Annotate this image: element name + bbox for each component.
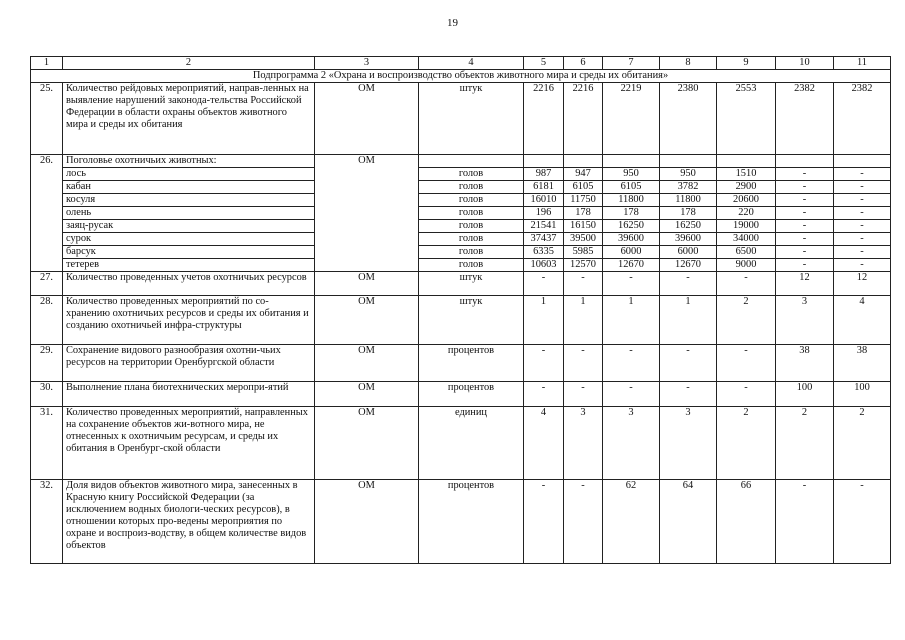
indicator-type: ОМ (315, 83, 419, 155)
column-header: 3 (315, 57, 419, 70)
unit: процентов (419, 382, 524, 407)
indicator-type: ОМ (315, 345, 419, 382)
row-number: 28. (31, 296, 63, 345)
unit: штук (419, 83, 524, 155)
value-cell: - (834, 259, 891, 272)
section-row (31, 70, 891, 83)
column-number-row (31, 57, 891, 70)
value-cell: 38 (776, 345, 834, 382)
species-name: кабан (63, 181, 315, 194)
species-name: косуля (63, 194, 315, 207)
value-cell: 178 (564, 207, 603, 220)
value-cell: 2380 (660, 83, 717, 155)
value-cell: 1 (603, 296, 660, 345)
value-cell: - (834, 220, 891, 233)
value-cell: - (564, 480, 603, 564)
column-header: 7 (603, 57, 660, 70)
value-cell: 4 (834, 296, 891, 345)
table-subrow (31, 168, 891, 181)
indicator-name: Количество проведенных мероприятий, направленных на сохранение объектов жи-вотного мира, не отнесенных к охотничьим ресурсам, и среды их обитания в Оренбург-ской области (63, 407, 315, 480)
value-cell: 4 (524, 407, 564, 480)
value-cell: - (776, 220, 834, 233)
value-cell: - (834, 480, 891, 564)
value-cell (834, 155, 891, 168)
value-cell: - (603, 272, 660, 296)
value-cell: 196 (524, 207, 564, 220)
value-cell: - (776, 181, 834, 194)
value-cell: 6105 (564, 181, 603, 194)
indicator-name: Выполнение плана биотехнических меропри-ятий (63, 382, 315, 407)
value-cell: 16250 (603, 220, 660, 233)
unit: голов (419, 233, 524, 246)
indicator-name: Количество проведенных учетов охотничьих ресурсов (63, 272, 315, 296)
value-cell: 64 (660, 480, 717, 564)
value-cell (660, 155, 717, 168)
value-cell: - (564, 345, 603, 382)
value-cell: 2219 (603, 83, 660, 155)
unit: процентов (419, 345, 524, 382)
value-cell: 2553 (717, 83, 776, 155)
value-cell: 2 (834, 407, 891, 480)
value-cell: - (524, 345, 564, 382)
value-cell: 39600 (660, 233, 717, 246)
value-cell: - (717, 272, 776, 296)
value-cell: - (660, 382, 717, 407)
value-cell: - (524, 382, 564, 407)
value-cell: 12 (834, 272, 891, 296)
value-cell: 39600 (603, 233, 660, 246)
value-cell: 11750 (564, 194, 603, 207)
value-cell: - (776, 233, 834, 246)
indicator-type: ОМ (315, 296, 419, 345)
value-cell: 1 (660, 296, 717, 345)
unit: голов (419, 246, 524, 259)
unit: штук (419, 272, 524, 296)
table-subrow (31, 220, 891, 233)
column-header: 1 (31, 57, 63, 70)
column-header: 11 (834, 57, 891, 70)
value-cell: - (717, 382, 776, 407)
value-cell: 20600 (717, 194, 776, 207)
value-cell: 16150 (564, 220, 603, 233)
table-subrow (31, 246, 891, 259)
unit: голов (419, 194, 524, 207)
species-name: барсук (63, 246, 315, 259)
value-cell: 37437 (524, 233, 564, 246)
value-cell: 6500 (717, 246, 776, 259)
indicator-name: Доля видов объектов животного мира, занесенных в Красную книгу Российской Федерации (за исключением водных биологи-ческих ресурсов), в отношении которых про-ведены мероприятия по охране и воспроиз-водству, в общем количестве видов объектов (63, 480, 315, 564)
indicator-name: Поголовье охотничьих животных: (63, 155, 315, 168)
value-cell: - (564, 382, 603, 407)
indicator-type: ОМ (315, 272, 419, 296)
indicator-type: ОМ (315, 382, 419, 407)
value-cell: 9000 (717, 259, 776, 272)
unit: голов (419, 181, 524, 194)
value-cell: 11800 (660, 194, 717, 207)
value-cell: 62 (603, 480, 660, 564)
unit: единиц (419, 407, 524, 480)
unit: голов (419, 259, 524, 272)
value-cell (564, 155, 603, 168)
value-cell: - (834, 181, 891, 194)
value-cell: 947 (564, 168, 603, 181)
value-cell: 2216 (564, 83, 603, 155)
column-header: 5 (524, 57, 564, 70)
unit (419, 155, 524, 168)
table-row (31, 382, 891, 407)
value-cell: - (603, 382, 660, 407)
value-cell: - (834, 246, 891, 259)
value-cell: 220 (717, 207, 776, 220)
value-cell: 66 (717, 480, 776, 564)
indicator-type: ОМ (315, 155, 419, 272)
value-cell: - (776, 207, 834, 220)
value-cell: 2 (776, 407, 834, 480)
indicator-name: Количество проведенных мероприятий по со-хранению охотничьих ресурсов и среды их обитания и созданию охотничьей инфра-структуры (63, 296, 315, 345)
value-cell: - (834, 194, 891, 207)
value-cell: - (776, 480, 834, 564)
table-subrow (31, 233, 891, 246)
row-number: 30. (31, 382, 63, 407)
indicator-type: ОМ (315, 480, 419, 564)
value-cell: - (776, 246, 834, 259)
table-row (31, 296, 891, 345)
value-cell: 2900 (717, 181, 776, 194)
value-cell: 11800 (603, 194, 660, 207)
value-cell: 6105 (603, 181, 660, 194)
value-cell: 178 (603, 207, 660, 220)
value-cell: 38 (834, 345, 891, 382)
value-cell: 19000 (717, 220, 776, 233)
value-cell: 34000 (717, 233, 776, 246)
unit: голов (419, 168, 524, 181)
table-row (31, 480, 891, 564)
indicator-type: ОМ (315, 407, 419, 480)
species-name: тетерев (63, 259, 315, 272)
value-cell: - (776, 259, 834, 272)
value-cell: - (660, 272, 717, 296)
table-subrow (31, 181, 891, 194)
column-header: 6 (564, 57, 603, 70)
value-cell: 1 (524, 296, 564, 345)
value-cell: 39500 (564, 233, 603, 246)
species-name: заяц-русак (63, 220, 315, 233)
value-cell: 6000 (603, 246, 660, 259)
value-cell: - (603, 345, 660, 382)
row-number: 29. (31, 345, 63, 382)
value-cell: 950 (660, 168, 717, 181)
species-name: сурок (63, 233, 315, 246)
column-header: 9 (717, 57, 776, 70)
value-cell: 2382 (776, 83, 834, 155)
column-header: 4 (419, 57, 524, 70)
value-cell: 5985 (564, 246, 603, 259)
unit: штук (419, 296, 524, 345)
value-cell: 3 (564, 407, 603, 480)
value-cell: 3 (660, 407, 717, 480)
value-cell: - (524, 272, 564, 296)
unit: голов (419, 220, 524, 233)
table-subrow (31, 259, 891, 272)
unit: голов (419, 207, 524, 220)
value-cell (717, 155, 776, 168)
value-cell: 100 (834, 382, 891, 407)
value-cell: 16010 (524, 194, 564, 207)
value-cell: 2 (717, 407, 776, 480)
value-cell: - (524, 480, 564, 564)
table-subrow (31, 194, 891, 207)
value-cell: 2216 (524, 83, 564, 155)
value-cell: 3782 (660, 181, 717, 194)
value-cell: 178 (660, 207, 717, 220)
column-header: 8 (660, 57, 717, 70)
row-number: 31. (31, 407, 63, 480)
value-cell: - (834, 233, 891, 246)
value-cell: 3 (603, 407, 660, 480)
value-cell: 6335 (524, 246, 564, 259)
value-cell: 1 (564, 296, 603, 345)
value-cell (776, 155, 834, 168)
table-row (31, 345, 891, 382)
value-cell: 2382 (834, 83, 891, 155)
value-cell: - (717, 345, 776, 382)
page-number: 19 (447, 17, 458, 29)
table-subrow (31, 207, 891, 220)
indicator-name: Сохранение видового разнообразия охотни-чьих ресурсов на территории Оренбургской области (63, 345, 315, 382)
column-header: 10 (776, 57, 834, 70)
value-cell: 12 (776, 272, 834, 296)
value-cell: 6000 (660, 246, 717, 259)
indicators-table (30, 56, 891, 564)
species-name: лось (63, 168, 315, 181)
value-cell: 12570 (564, 259, 603, 272)
value-cell: 1510 (717, 168, 776, 181)
row-number: 26. (31, 155, 63, 272)
value-cell: 950 (603, 168, 660, 181)
value-cell: 100 (776, 382, 834, 407)
value-cell: 10603 (524, 259, 564, 272)
value-cell: 12670 (603, 259, 660, 272)
value-cell: 987 (524, 168, 564, 181)
section-title: Подпрограмма 2 «Охрана и воспроизводство объектов животного мира и среды их обитания» (31, 70, 891, 83)
value-cell: - (564, 272, 603, 296)
column-header: 2 (63, 57, 315, 70)
value-cell: - (660, 345, 717, 382)
value-cell: - (776, 168, 834, 181)
row-number: 32. (31, 480, 63, 564)
row-number: 27. (31, 272, 63, 296)
value-cell: - (834, 207, 891, 220)
table-row (31, 155, 891, 168)
table-row (31, 272, 891, 296)
table-row (31, 407, 891, 480)
species-name: олень (63, 207, 315, 220)
indicator-name: Количество рейдовых мероприятий, направ-ленных на выявление нарушений законода-тельства Российской Федерации в области охраны объектов животного мира и среды их обитания (63, 83, 315, 155)
value-cell: - (834, 168, 891, 181)
row-number: 25. (31, 83, 63, 155)
unit: процентов (419, 480, 524, 564)
value-cell: 16250 (660, 220, 717, 233)
value-cell: 6181 (524, 181, 564, 194)
value-cell: 21541 (524, 220, 564, 233)
value-cell (603, 155, 660, 168)
value-cell: 2 (717, 296, 776, 345)
value-cell: 12670 (660, 259, 717, 272)
value-cell: 3 (776, 296, 834, 345)
value-cell: - (776, 194, 834, 207)
table-row (31, 83, 891, 155)
value-cell (524, 155, 564, 168)
